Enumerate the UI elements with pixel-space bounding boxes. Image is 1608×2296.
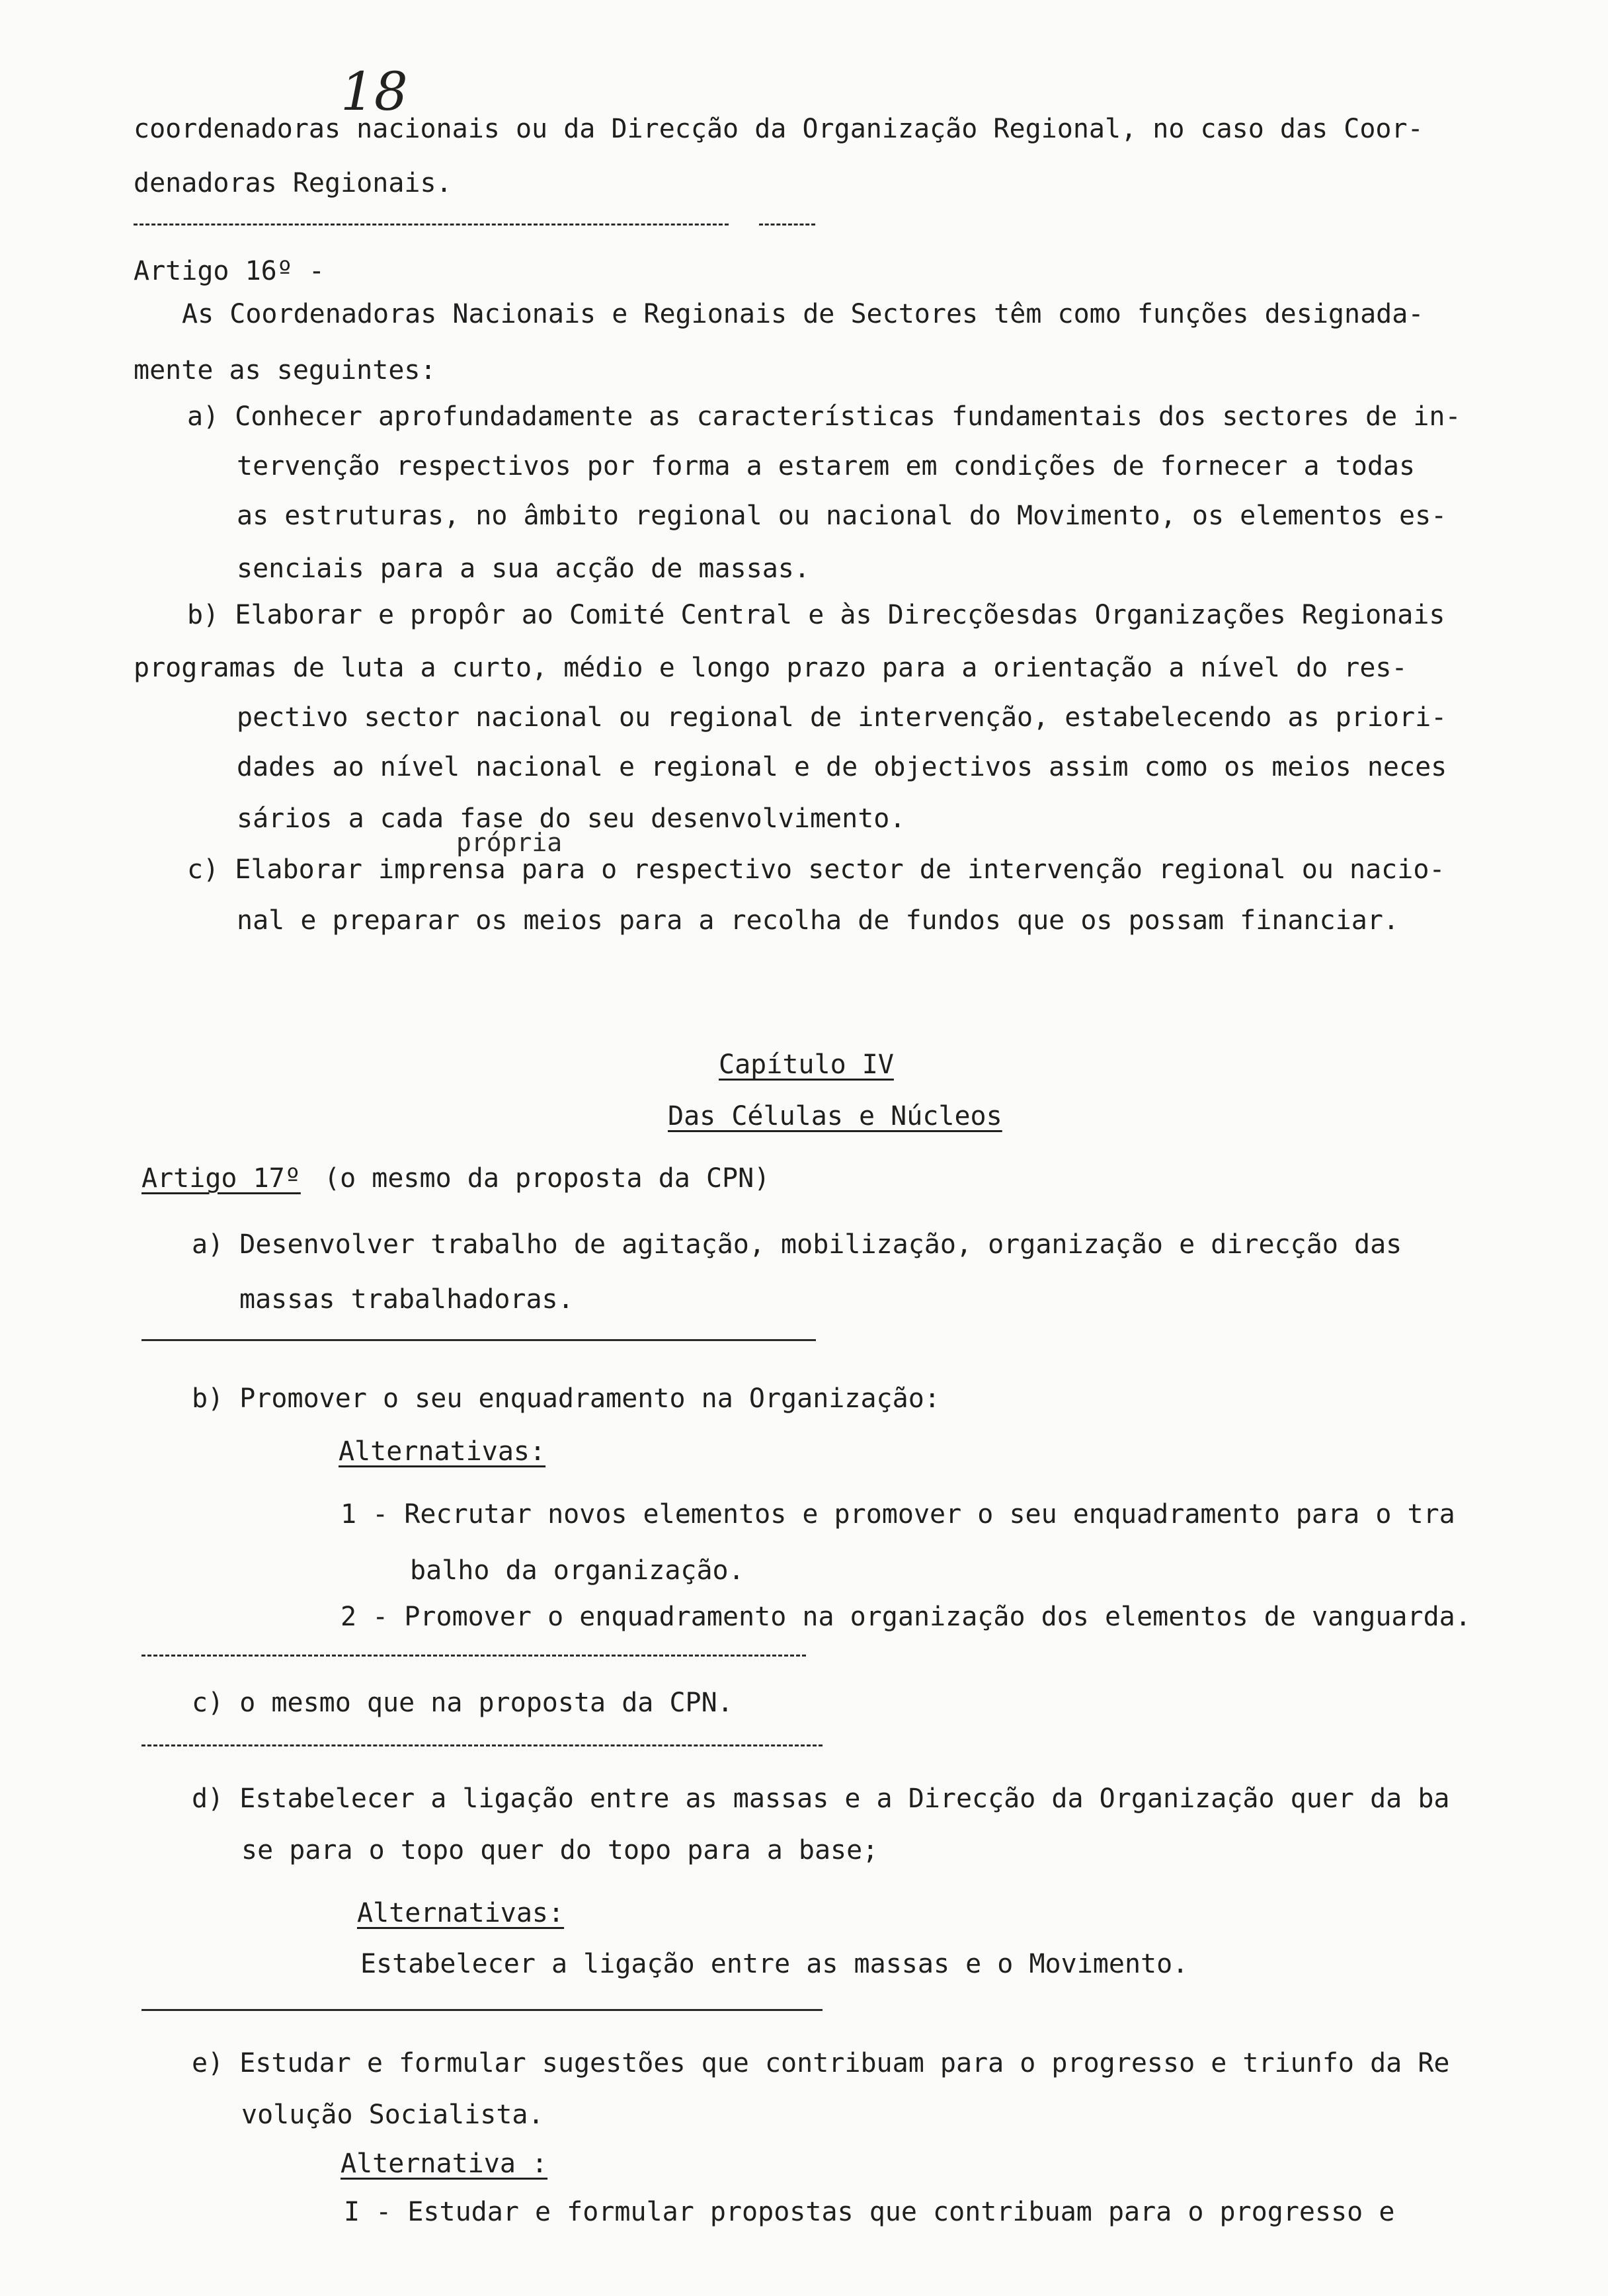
text-line: e) Estudar e formular sugestões que contribuam para o progresso e triunfo da Re — [192, 2048, 1450, 2078]
text-line: massas trabalhadoras. — [239, 1284, 574, 1315]
text-line: 1 - Recrutar novos elementos e promover o seu enquadramento para o tra — [341, 1499, 1455, 1530]
divider — [141, 2009, 823, 2011]
text-line: Estabelecer a ligação entre as massas e o Movimento. — [360, 1949, 1189, 1979]
text-line: balho da organização. — [410, 1555, 744, 1586]
alternatives-label: Alternativas: — [357, 1898, 565, 1928]
text-line: nal e preparar os meios para a recolha de fundos que os possam financiar. — [237, 905, 1399, 936]
divider — [759, 224, 815, 226]
text-line: I - Estudar e formular propostas que contribuam para o progresso e — [344, 2197, 1395, 2227]
chapter-title: Capítulo IV — [719, 1049, 894, 1080]
page-number: 18 — [341, 61, 408, 122]
text-line: 2 - Promover o enquadramento na organização dos elementos de vanguarda. — [341, 1602, 1471, 1632]
text-line: sários a cada fase do seu desenvolvimento. — [237, 803, 906, 834]
text-line: senciais para a sua acção de massas. — [237, 554, 810, 584]
text-line: se para o topo quer do topo para a base; — [241, 1835, 879, 1866]
text-line: a) Desenvolver trabalho de agitação, mobilização, organização e direcção das — [192, 1229, 1402, 1260]
text-line: tervenção respectivos por forma a estarem em condições de fornecer a todas — [237, 451, 1416, 481]
alternatives-label: Alternativas: — [339, 1436, 546, 1467]
text-line: b) Elaborar e propôr ao Comité Central e às Direcçõesdas Organizações Regionais — [187, 600, 1445, 630]
text-line: programas de luta a curto, médio e longo prazo para a orientação a nível do res- — [134, 653, 1408, 683]
text-line: c) o mesmo que na proposta da CPN. — [192, 1688, 733, 1718]
divider — [141, 1744, 823, 1746]
divider — [141, 1655, 806, 1657]
text-line: coordenadoras nacionais ou da Direcção da Organização Regional, no caso das Coor- — [134, 114, 1424, 144]
text-line: c) Elaborar imprensa para o respectivo sector de intervenção regional ou nacio- — [187, 854, 1445, 885]
text-line: volução Socialista. — [241, 2100, 544, 2130]
divider — [134, 224, 729, 226]
article-heading: Artigo 17º — [141, 1163, 301, 1194]
text-line: pectivo sector nacional ou regional de intervenção, estabelecendo as priori- — [237, 702, 1447, 733]
divider — [141, 1339, 816, 1341]
alternatives-label: Alternativa : — [341, 2149, 548, 2179]
text-line: mente as seguintes: — [134, 355, 436, 386]
text-line: As Coordenadoras Nacionais e Regionais de Sectores têm como funções designada- — [182, 299, 1424, 329]
text-line: as estruturas, no âmbito regional ou nacional do Movimento, os elementos es- — [237, 501, 1447, 531]
article-heading: Artigo 16º - — [134, 256, 325, 286]
text-line: denadoras Regionais. — [134, 168, 452, 198]
handwritten-insert: própria — [456, 828, 563, 857]
text-line: b) Promover o seu enquadramento na Organização: — [192, 1383, 940, 1414]
text-line: a) Conhecer aprofundadamente as características fundamentais dos sectores de in- — [187, 401, 1461, 432]
text-line: d) Estabelecer a ligação entre as massas e a Direcção da Organização quer da ba — [192, 1784, 1450, 1814]
text-line: dades ao nível nacional e regional e de objectivos assim como os meios neces — [237, 752, 1447, 782]
chapter-subtitle: Das Células e Núcleos — [668, 1101, 1002, 1131]
article-note: (o mesmo da proposta da CPN) — [324, 1163, 770, 1194]
